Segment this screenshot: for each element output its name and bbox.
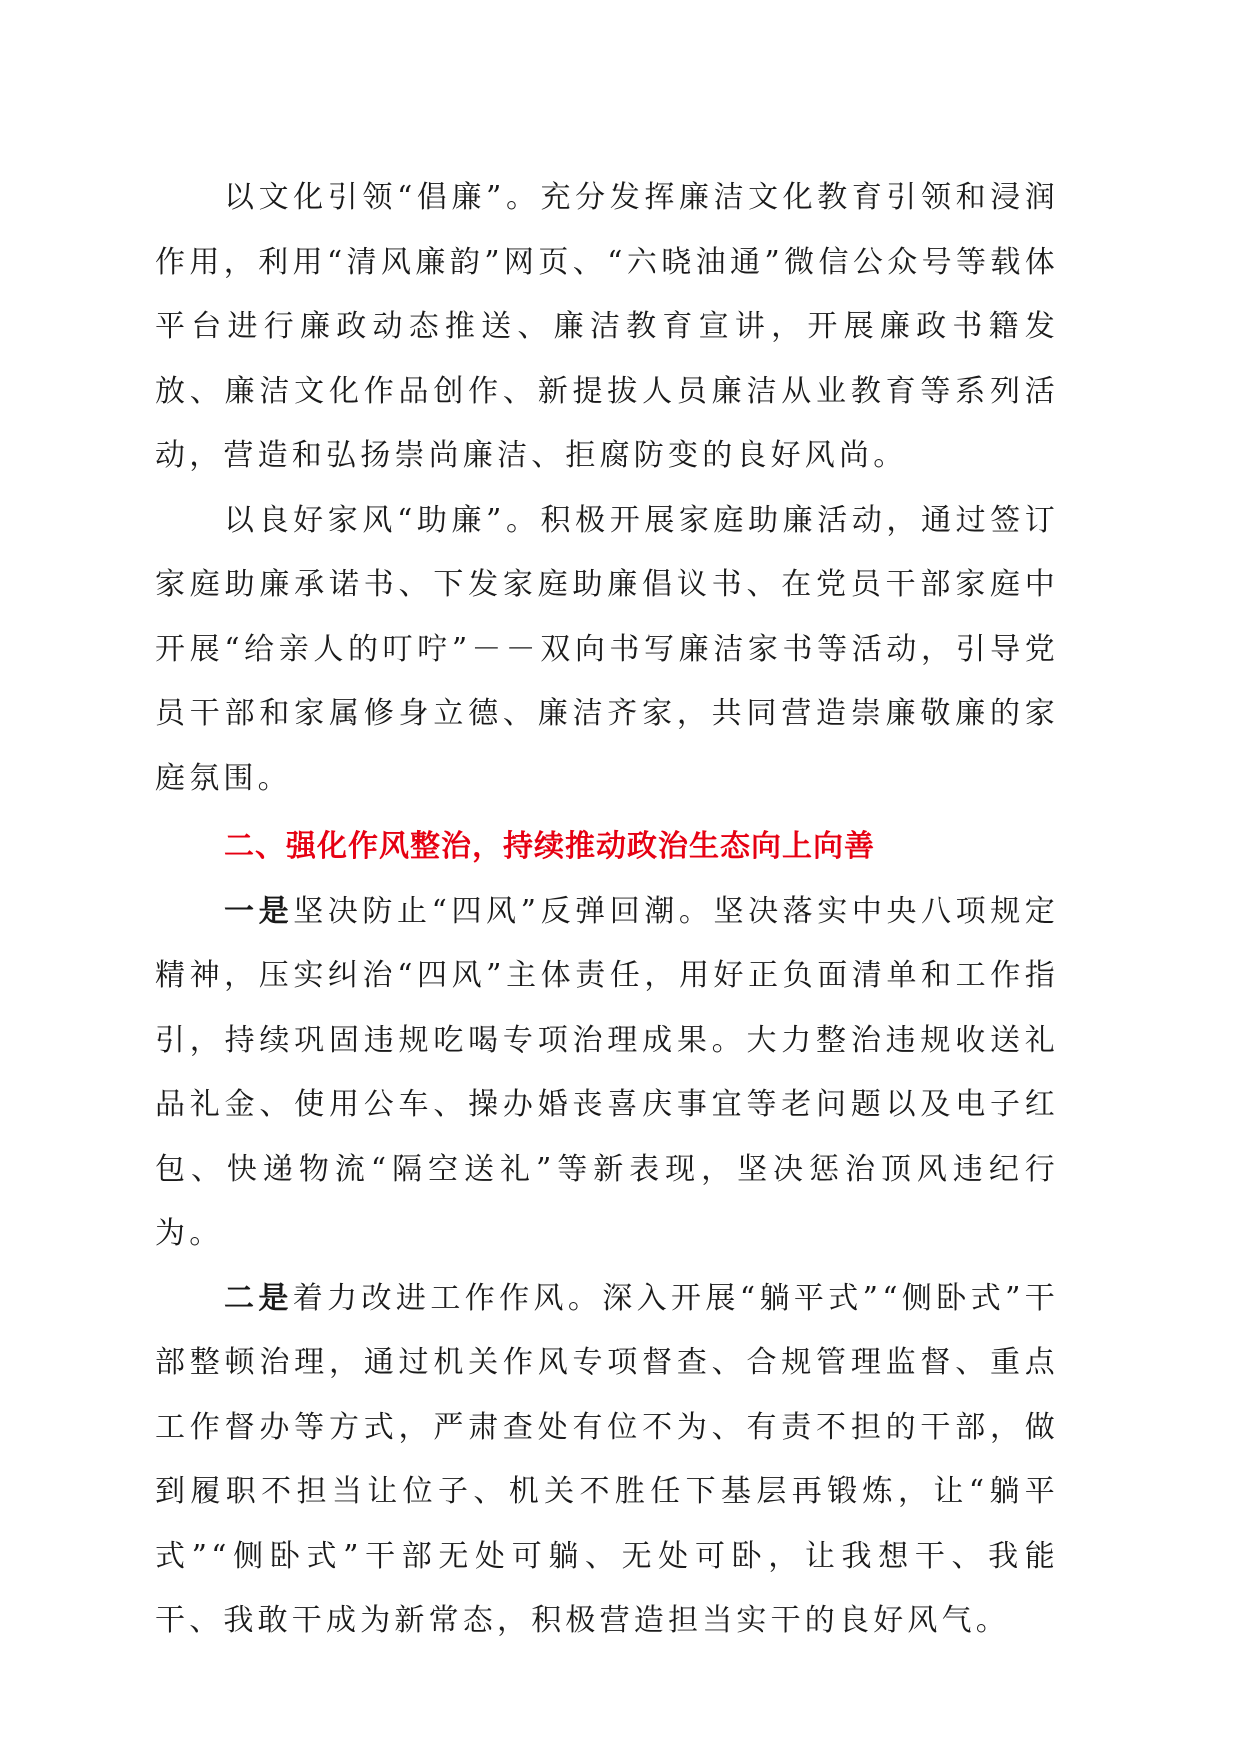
item-lead-1: 一是 bbox=[224, 893, 294, 929]
paragraph-culture: 以文化引领“倡廉”。充分发挥廉洁文化教育引领和浸润作用，利用“清风廉韵”网页、“六晓油通”微信公众号等载体平台进行廉政动态推送、廉洁教育宣讲，开展廉政书籍发放、廉洁文化作品创作、新提拔人员廉洁从业教育等系列活动，营造和弘扬崇尚廉洁、拒腐防变的良好风尚。 bbox=[155, 180, 1059, 473]
section-heading: 二、强化作风整治，持续推动政治生态向上向善 bbox=[224, 829, 875, 864]
document-page bbox=[155, 166, 1059, 1654]
paragraph-family: 以良好家风“助廉”。积极开展家庭助廉活动，通过签订家庭助廉承诺书、下发家庭助廉倡议书、在党员干部家庭中开展“给亲人的叮咛”－－双向书写廉洁家书等活动，引导党员干部和家属修身立德、廉洁齐家，共同营造崇廉敬廉的家庭氛围。 bbox=[155, 502, 1059, 796]
item-text-1: 坚决防止“四风”反弹回潮。坚决落实中央八项规定精神，压实纠治“四风”主体责任，用好正负面清单和工作指引，持续巩固违规吃喝专项治理成果。大力整治违规收送礼品礼金、使用公车、操办婚丧喜庆事宜等老问题以及电子红包、快递物流“隔空送礼”等新表现，坚决惩治顶风违纪行为。 bbox=[155, 893, 1059, 1251]
item-text-2: 着力改进工作作风。深入开展“躺平式”“侧卧式”干部整顿治理，通过机关作风专项督查、合规管理监督、重点工作督办等方式，严肃查处有位不为、有责不担的干部，做到履职不担当让位子、机关不胜任下基层再锻炼，让“躺平式”“侧卧式”干部无处可躺、无处可卧，让我想干、我能干、我敢干成为新常态，积极营造担当实干的良好风气。 bbox=[155, 1280, 1059, 1638]
item-lead-2: 二是 bbox=[224, 1280, 293, 1316]
item-paragraph-1 bbox=[155, 880, 1059, 1267]
item-paragraph-2 bbox=[155, 1267, 1059, 1654]
